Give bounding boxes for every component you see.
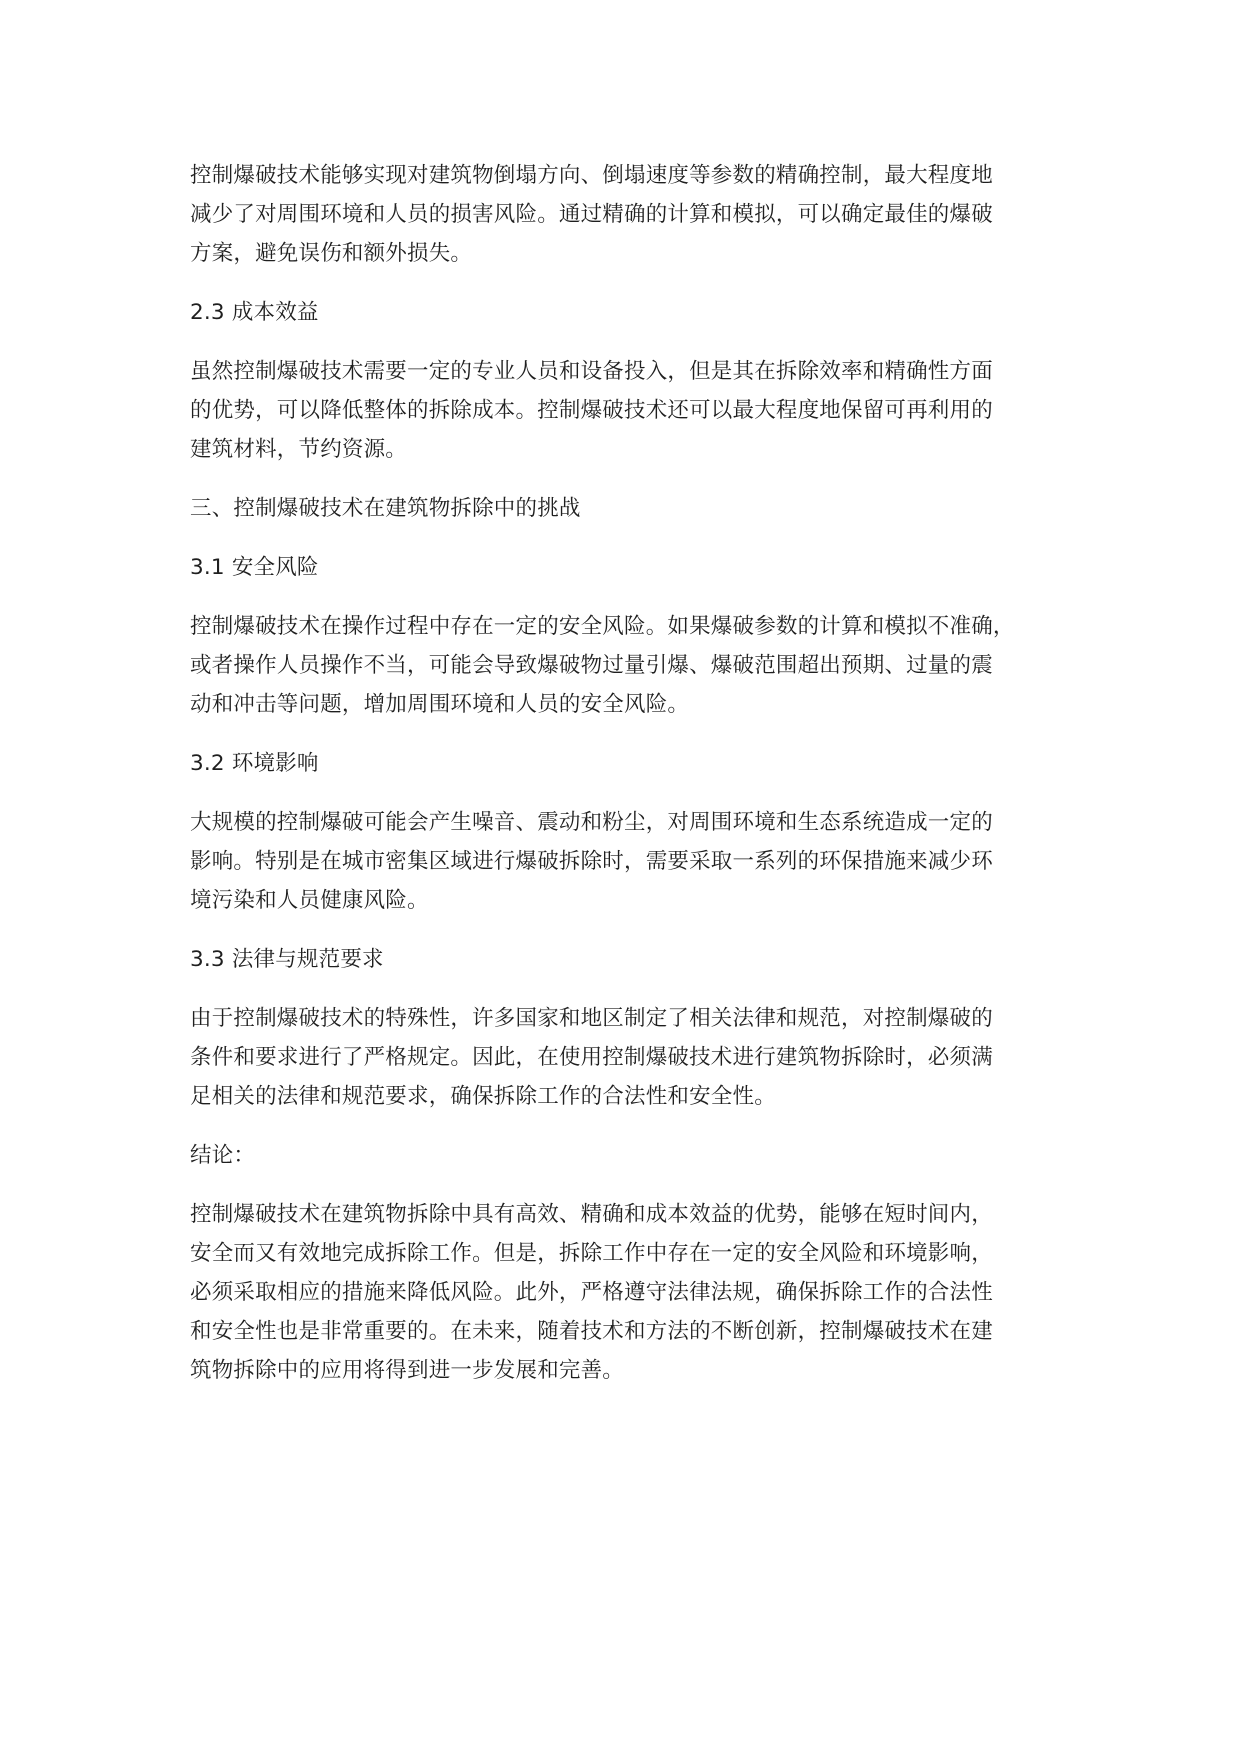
section-heading-cost-benefit	[190, 293, 1090, 332]
paragraph-line: 安全而又有效地完成拆除工作。但是，拆除工作中存在一定的安全风险和环境影响，	[190, 1241, 993, 1266]
paragraph-safety-risk	[190, 607, 1090, 724]
section-heading: 3.2 环境影响	[190, 751, 319, 776]
paragraph-line: 和安全性也是非常重要的。在未来，随着技术和方法的不断创新，控制爆破技术在建	[190, 1319, 993, 1344]
section-heading: 3.1 安全风险	[190, 555, 319, 580]
paragraph-line: 的优势，可以降低整体的拆除成本。控制爆破技术还可以最大程度地保留可再利用的	[190, 398, 993, 423]
paragraph-line: 减少了对周围环境和人员的损害风险。通过精确的计算和模拟，可以确定最佳的爆破	[190, 202, 993, 227]
paragraph-text	[190, 803, 1090, 920]
section-heading-safety-risk	[190, 548, 1090, 587]
paragraph-line: 大规模的控制爆破可能会产生噪音、震动和粉尘，对周围环境和生态系统造成一定的	[190, 810, 993, 835]
paragraph-line: 控制爆破技术在操作过程中存在一定的安全风险。如果爆破参数的计算和模拟不准确，	[190, 614, 1015, 639]
paragraph-line: 方案，避免误伤和额外损失。	[190, 241, 473, 266]
paragraph-text	[190, 1195, 1090, 1390]
paragraph-cost-benefit	[190, 352, 1090, 469]
paragraph-text	[190, 352, 1090, 469]
paragraph-text	[190, 607, 1090, 724]
paragraph-legal	[190, 999, 1090, 1116]
paragraph-line: 必须采取相应的措施来降低风险。此外，严格遵守法律法规，确保拆除工作的合法性	[190, 1280, 993, 1305]
document-body	[190, 156, 1090, 1410]
section-heading-legal	[190, 940, 1090, 979]
chapter-heading-challenges	[190, 489, 1090, 528]
chapter-heading: 三、控制爆破技术在建筑物拆除中的挑战	[190, 496, 581, 521]
section-heading-conclusion	[190, 1136, 1090, 1175]
paragraph-line: 足相关的法律和规范要求，确保拆除工作的合法性和安全性。	[190, 1084, 776, 1109]
paragraph-text	[190, 999, 1090, 1116]
paragraph-line: 建筑材料，节约资源。	[190, 437, 408, 462]
paragraph-line: 由于控制爆破技术的特殊性，许多国家和地区制定了相关法律和规范，对控制爆破的	[190, 1006, 993, 1031]
paragraph-line: 条件和要求进行了严格规定。因此，在使用控制爆破技术进行建筑物拆除时，必须满	[190, 1045, 993, 1070]
paragraph-environment	[190, 803, 1090, 920]
section-heading-environment	[190, 744, 1090, 783]
section-heading: 结论：	[190, 1143, 256, 1168]
paragraph-text	[190, 156, 1090, 273]
paragraph-line: 控制爆破技术在建筑物拆除中具有高效、精确和成本效益的优势，能够在短时间内，	[190, 1202, 993, 1227]
paragraph-line: 控制爆破技术能够实现对建筑物倒塌方向、倒塌速度等参数的精确控制，最大程度地	[190, 163, 993, 188]
paragraph-line: 虽然控制爆破技术需要一定的专业人员和设备投入，但是其在拆除效率和精确性方面	[190, 359, 993, 384]
paragraph-line: 境污染和人员健康风险。	[190, 888, 429, 913]
section-heading: 2.3 成本效益	[190, 300, 319, 325]
section-heading: 3.3 法律与规范要求	[190, 947, 384, 972]
paragraph-line: 或者操作人员操作不当，可能会导致爆破物过量引爆、爆破范围超出预期、过量的震	[190, 653, 993, 678]
paragraph-precision-control	[190, 156, 1090, 273]
paragraph-line: 影响。特别是在城市密集区域进行爆破拆除时，需要采取一系列的环保措施来减少环	[190, 849, 993, 874]
paragraph-line: 动和冲击等问题，增加周围环境和人员的安全风险。	[190, 692, 690, 717]
paragraph-line: 筑物拆除中的应用将得到进一步发展和完善。	[190, 1358, 625, 1383]
paragraph-conclusion	[190, 1195, 1090, 1390]
